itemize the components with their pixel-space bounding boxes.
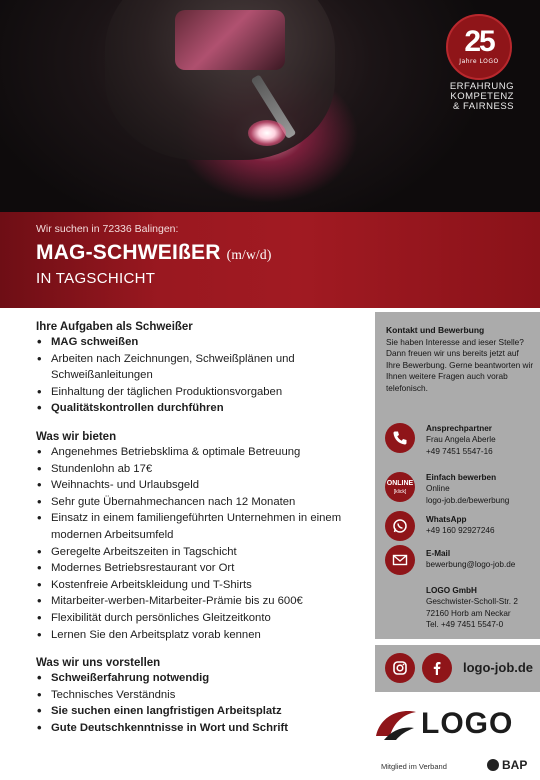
email-text bbox=[426, 548, 538, 571]
logo-text: LOGO bbox=[421, 707, 514, 740]
gender-suffix: (m/w/d) bbox=[226, 247, 272, 262]
job-title bbox=[36, 241, 540, 265]
list-item: • Mitarbeiter-werben-Mitarbeiter-Prämie bis zu 600€ bbox=[36, 593, 358, 610]
website-link[interactable]: logo-job.de bbox=[463, 660, 534, 675]
job-details bbox=[36, 321, 358, 750]
profile-list bbox=[36, 670, 358, 736]
logo-mark-icon bbox=[374, 706, 418, 742]
section-title: Was wir bieten bbox=[36, 430, 117, 443]
job-title-text: MAG-SCHWEIßER bbox=[36, 241, 221, 264]
contact-title: Kontakt und Bewerbung bbox=[386, 325, 485, 335]
label: Einfach bewerben bbox=[426, 473, 497, 482]
company-address bbox=[426, 585, 538, 630]
company-phone[interactable]: Tel. +49 7451 5547-0 bbox=[426, 619, 504, 629]
welder-visor bbox=[175, 10, 285, 70]
online-apply-icon[interactable] bbox=[385, 472, 415, 502]
list-item: • Modernes Betriebsrestaurant vor Ort bbox=[36, 560, 358, 577]
offer-section bbox=[36, 431, 358, 643]
label: WhatsApp bbox=[426, 515, 467, 524]
list-item: • Stundenlohn ab 17€ bbox=[36, 461, 358, 478]
tagline-line: ERFAHRUNG bbox=[449, 81, 514, 92]
badge-sub: Jahre LOGO bbox=[459, 58, 499, 65]
list-item: • Kostenfreie Arbeitskleidung und T-Shirts bbox=[36, 577, 358, 594]
list-item: • MAG schweißen bbox=[36, 334, 358, 351]
list-item: • Geregelte Arbeitszeiten in Tagschicht bbox=[36, 544, 358, 561]
mail-icon bbox=[385, 545, 415, 575]
job-title-banner bbox=[0, 212, 540, 308]
social-bar bbox=[375, 645, 540, 692]
city: 72160 Horb am Neckar bbox=[426, 608, 511, 618]
list-item: • Flexibilität durch persönliches Gleitzeitkonto bbox=[36, 610, 358, 627]
bap-logo bbox=[487, 758, 527, 772]
online-application-text bbox=[426, 472, 538, 506]
bap-text: BAP bbox=[502, 758, 528, 772]
company-name: LOGO GmbH bbox=[426, 586, 477, 595]
list-item: • Qualitätskontrollen durchführen bbox=[36, 400, 358, 417]
person-phone[interactable]: +49 7451 5547-16 bbox=[426, 446, 493, 456]
list-item: • Technisches Verständnis bbox=[36, 687, 358, 704]
email-address[interactable]: bewerbung@logo-job.de bbox=[426, 560, 516, 570]
list-item: • Einsatz in einem familiengeführten Unternehmen in einem modernen Arbeitsumfeld bbox=[36, 510, 358, 543]
online-badge-label: ONLINE bbox=[386, 480, 414, 487]
whatsapp-number[interactable]: +49 160 92927246 bbox=[426, 526, 495, 536]
bap-mark-icon bbox=[487, 759, 499, 771]
list-item: • Lernen Sie den Arbeitsplatz vorab kennen bbox=[36, 627, 358, 644]
company-logo bbox=[374, 706, 534, 748]
label: Ansprechpartner bbox=[426, 424, 492, 433]
facebook-icon[interactable] bbox=[422, 653, 452, 683]
instagram-icon[interactable] bbox=[385, 653, 415, 683]
hero-welding-image bbox=[0, 0, 540, 212]
section-title: Was wir uns vorstellen bbox=[36, 657, 161, 670]
contact-text: Sie haben Interesse and ieser Stelle? Dann freuen wir uns bereits jetzt auf Ihre Bewerbung. Gerne beantworten wir Ihnen weitere Fragen auch vorab telefonisch. bbox=[386, 337, 534, 393]
list-item: • Weihnachts- und Urlaubsgeld bbox=[36, 477, 358, 494]
whatsapp-icon bbox=[385, 511, 415, 541]
offer-list bbox=[36, 444, 358, 643]
list-item: • Einhaltung der täglichen Produktionsvorgaben bbox=[36, 384, 358, 401]
online-label: Online bbox=[426, 484, 450, 494]
tagline-line: KOMPETENZ bbox=[450, 91, 514, 102]
online-link[interactable]: logo-job.de/bewerbung bbox=[426, 495, 510, 505]
list-item: • Schweißerfahrung notwendig bbox=[36, 670, 358, 687]
contact-sidebar bbox=[375, 312, 540, 639]
anniversary-badge bbox=[446, 14, 512, 80]
online-badge-sub: [klick] bbox=[393, 489, 407, 495]
badge-number: 25 bbox=[464, 25, 494, 58]
profile-section bbox=[36, 657, 358, 736]
list-item: • Sehr gute Übernahmechancen nach 12 Monaten bbox=[36, 494, 358, 511]
phone-icon bbox=[385, 423, 415, 453]
tagline bbox=[450, 82, 514, 112]
label: E-Mail bbox=[426, 549, 451, 558]
tasks-list bbox=[36, 334, 358, 417]
list-item: • Gute Deutschkenntnisse in Wort und Schrift bbox=[36, 720, 358, 737]
street: Geschwister-Scholl-Str. 2 bbox=[426, 597, 518, 607]
list-item: • Sie suchen einen langfristigen Arbeitsplatz bbox=[36, 703, 358, 720]
list-item: • Arbeiten nach Zeichnungen, Schweißplänen und Schweißanleitungen bbox=[36, 351, 358, 384]
location-intro: Wir suchen in 72336 Balingen: bbox=[36, 223, 179, 235]
tasks-section bbox=[36, 321, 358, 417]
member-note: Mitglied im Verband bbox=[381, 762, 447, 771]
list-item: • Angenehmes Betriebsklima & optimale Betreuung bbox=[36, 444, 358, 461]
section-title: Ihre Aufgaben als Schweißer bbox=[36, 321, 193, 333]
contact-person-text bbox=[426, 423, 538, 457]
tagline-line: & FAIRNESS bbox=[453, 101, 514, 112]
whatsapp-text bbox=[426, 514, 538, 537]
person-name: Frau Angela Aberle bbox=[426, 435, 496, 445]
welding-spark bbox=[248, 120, 286, 146]
shift-label: IN TAGSCHICHT bbox=[36, 270, 156, 287]
